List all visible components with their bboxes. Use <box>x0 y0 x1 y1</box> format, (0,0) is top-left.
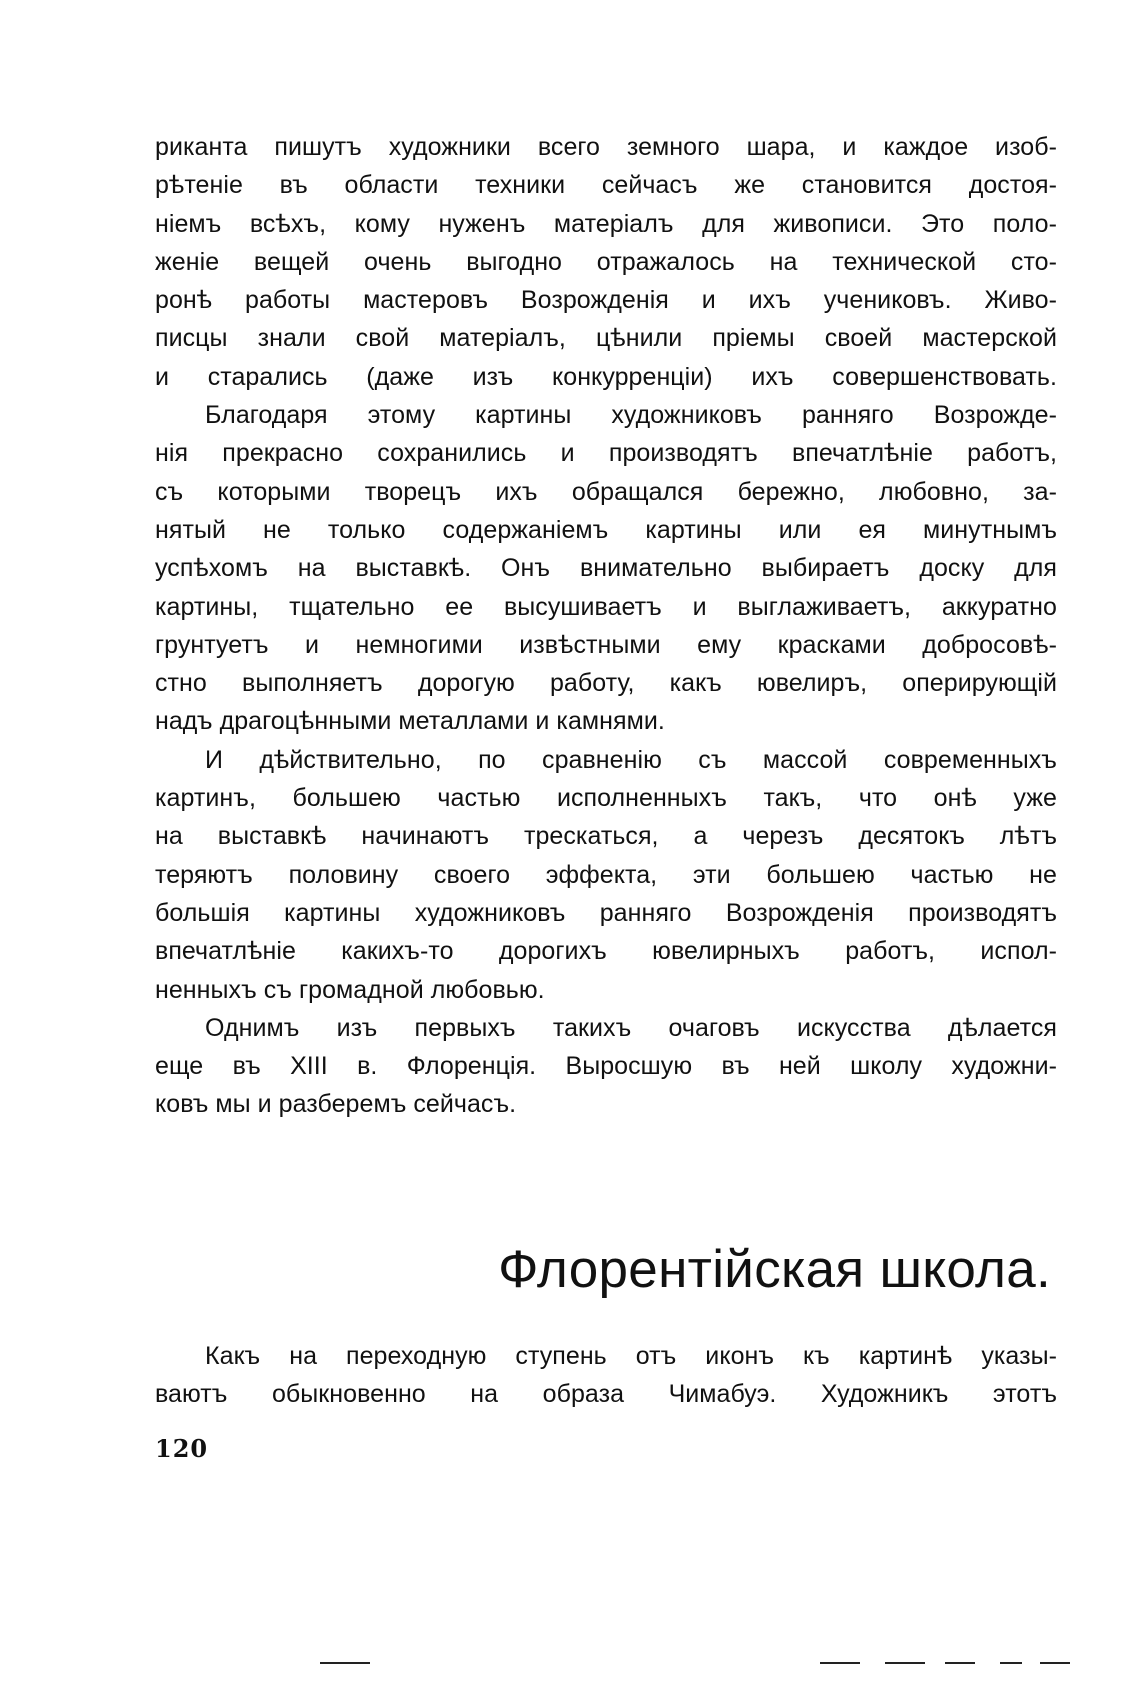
text-line: нiемъ всѣхъ, кому нуженъ матерiалъ для живописи. Это поло- <box>155 209 1057 238</box>
text-line: грунтуетъ и немногими извѣстными ему красками добросовѣ- <box>155 630 1057 659</box>
section-text <box>155 1337 1057 1414</box>
text-line: ненныхъ съ громадной любовью. <box>155 975 545 1004</box>
text-line: Какъ на переходную ступень отъ иконъ къ картинѣ указы- <box>205 1342 1057 1370</box>
paragraph-3 <box>155 741 1057 1009</box>
text-line: риканта пишутъ художники всего земного шара, и каждое изоб- <box>155 133 1057 161</box>
scan-artifact-line <box>1000 1662 1022 1664</box>
page-number: 120 <box>155 1434 209 1463</box>
scan-artifact-line <box>1040 1662 1070 1664</box>
paragraph-1 <box>155 128 1057 396</box>
paragraph-5 <box>155 1337 1057 1414</box>
text-line: ковъ мы и разберемъ сейчасъ. <box>155 1090 517 1119</box>
text-line: картинъ, большею частью исполненныхъ такъ, что онѣ уже <box>155 784 1057 813</box>
text-line: нiя прекрасно сохранились и производятъ впечатлѣнiе работъ, <box>155 439 1057 468</box>
text-line: писцы знали свой матерiалъ, цѣнили прiемы своей мастерской <box>155 324 1057 353</box>
text-line: стно выполняетъ дорогую работу, какъ ювелиръ, оперирующiй <box>155 669 1057 698</box>
text-line: Благодаря этому картины художниковъ ранняго Возрожде- <box>205 401 1057 430</box>
text-line: рѣтенiе въ области техники сейчасъ же становится достоя- <box>155 171 1057 200</box>
text-line: надъ драгоцѣнными металлами и камнями. <box>155 707 665 736</box>
scan-artifact-line <box>945 1662 975 1664</box>
text-line: и старались (даже изъ конкурренцiи) ихъ совершенствовать. <box>155 362 1057 391</box>
text-line: съ которыми творецъ ихъ обращался бережно, любовно, за- <box>155 477 1057 506</box>
text-line: теряютъ половину своего эффекта, эти большею частью не <box>155 860 1057 889</box>
text-line: Однимъ изъ первыхъ такихъ очаговъ искусства дѣлается <box>205 1013 1057 1042</box>
text-line: ронѣ работы мастеровъ Возрожденiя и ихъ учениковъ. Живо- <box>155 286 1057 315</box>
text-line: на выставкѣ начинаютъ трескаться, а черезъ десятокъ лѣтъ <box>155 822 1057 851</box>
paragraph-2 <box>155 396 1057 741</box>
text-line: большiя картины художниковъ ранняго Возрожденiя производятъ <box>155 898 1057 927</box>
text-line: впечатлѣнiе какихъ-то дорогихъ ювелирныхъ работъ, испол- <box>155 937 1057 966</box>
text-line: ваютъ обыкновенно на образа Чимабуэ. Художникъ этотъ <box>155 1380 1057 1409</box>
text-line: картины, тщательно ее высушиваетъ и выглаживаетъ, аккуратно <box>155 592 1057 621</box>
scan-artifact-line <box>320 1662 370 1664</box>
text-line: нятый не только содержанiемъ картины или ея минутнымъ <box>155 515 1057 544</box>
paragraph-4 <box>155 1009 1057 1124</box>
text-line: женiе вещей очень выгодно отражалось на технической сто- <box>155 247 1057 276</box>
text-line: И дѣйствительно, по сравненiю съ массой современныхъ <box>205 745 1057 774</box>
text-line: еще въ XIII в. Флоренцiя. Выросшую въ ней школу художни- <box>155 1052 1057 1081</box>
text-line: успѣхомъ на выставкѣ. Онъ внимательно выбираетъ доску для <box>155 554 1057 583</box>
scan-artifact-line <box>820 1662 860 1664</box>
scan-artifact-line <box>885 1662 925 1664</box>
main-text <box>155 128 1057 1124</box>
section-heading: Флорентiйская школа. <box>498 1240 1051 1299</box>
